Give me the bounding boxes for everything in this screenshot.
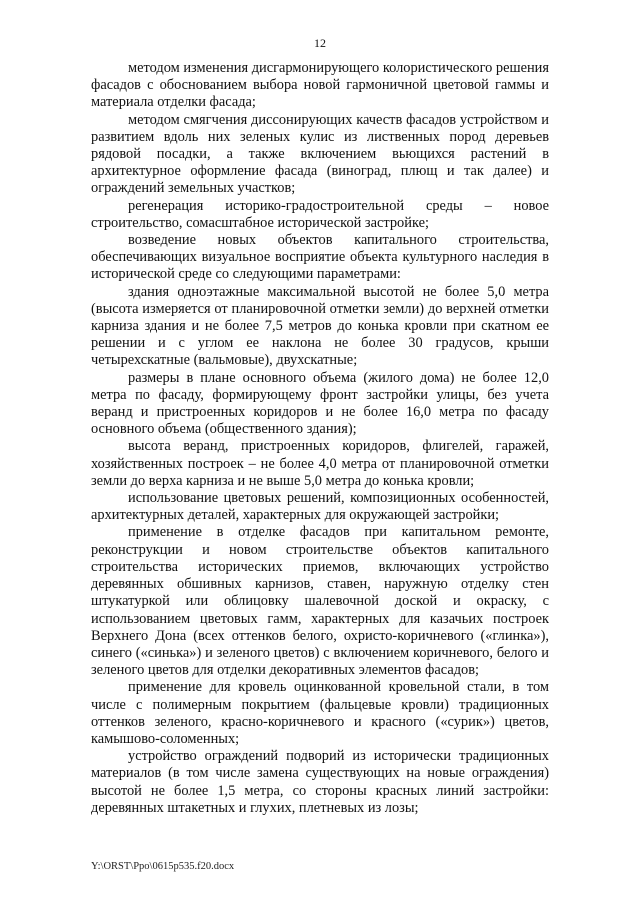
paragraph: методом изменения дисгармонирующего колористического решения фасадов с обоснованием выбора новой гармоничной цветовой гаммы и материала отделки фасада; [91, 60, 549, 111]
paragraph: методом смягчения диссонирующих качеств фасадов устройством и развитием вдоль них зеленых кулис из лиственных пород деревьев рядовой посадки, а также включением вьющихся растений в архитектурное оформление фасада (виноград, плющ и так далее) и ограждений земельных участков; [91, 111, 549, 197]
paragraph: применение для кровель оцинкованной кровельной стали, в том числе с полимерным покрытием (фальцевые кровли) традиционных оттенков зеленого, красно-коричневого и красного («сурик») цветов, камышово-соломенных; [91, 679, 549, 747]
paragraph: регенерация историко-градостроительной среды – новое строительство, сомасштабное исторической застройке; [91, 197, 549, 231]
paragraph: применение в отделке фасадов при капитальном ремонте, реконструкции и новом строительстве объектов капитального строительства исторических приемов, включающих устройство деревянных обшивных карнизов, ставен, наружную отделку стен штукатуркой или облицовку шалевочной доской и окраску, с использованием цветовых гамм, характерных для казачьих построек Верхнего Дона (всех оттенков белого, охристо-коричневого («глинка»), синего («синька») и зеленого цветов) с включением коричневого, белого и зеленого цветов для отделки декоративных элементов фасадов; [91, 524, 549, 679]
paragraph: использование цветовых решений, композиционных особенностей, архитектурных деталей, характерных для окружающей застройки; [91, 490, 549, 524]
paragraph: устройство ограждений подворий из исторически традиционных материалов (в том числе замена существующих на новые ограждения) высотой не более 1,5 метра, со стороны красных линий застройки: деревянных штакетных и глухих, плетневых из лозы; [91, 748, 549, 816]
paragraph: здания одноэтажные максимальной высотой не более 5,0 метра (высота измеряется от планировочной отметки земли) до верхней отметки карниза здания и не более 7,5 метров до конька кровли при скатном ее решении и с углом ее наклона не более 30 градусов, крыши четырехскатные (вальмовые), двухскатные; [91, 283, 549, 369]
paragraph: возведение новых объектов капитального строительства, обеспечивающих визуальное восприятие объекта культурного наследия в исторической среде со следующими параметрами: [91, 232, 549, 283]
footer-file-path: Y:\ORST\Ppo\0615p535.f20.docx [91, 861, 235, 872]
paragraph: высота веранд, пристроенных коридоров, флигелей, гаражей, хозяйственных построек – не более 4,0 метра от планировочной отметки земли до верха карниза и не выше 5,0 метра до конька кровли; [91, 438, 549, 489]
body-text [91, 60, 549, 817]
page-number: 12 [314, 36, 326, 50]
paragraph: размеры в плане основного объема (жилого дома) не более 12,0 метра по фасаду, формирующему фронт застройки улицы, без учета веранд и пристроенных коридоров и не более 16,0 метра по фасаду основного объема (общественного здания); [91, 369, 549, 438]
